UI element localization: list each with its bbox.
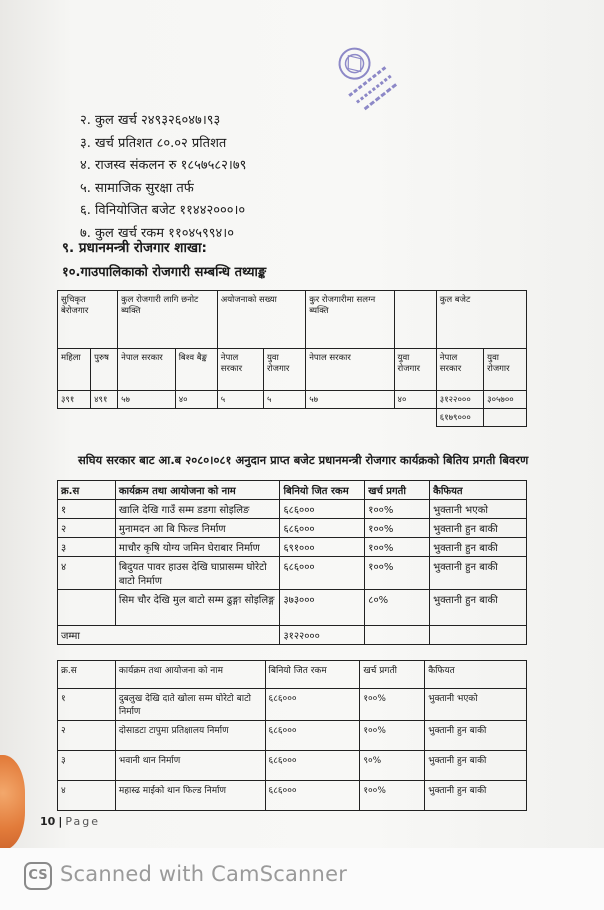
table-header-cell: क्र.स — [58, 661, 116, 689]
table-header-cell: कैफियत — [430, 481, 527, 500]
table-header-cell: बिनियो जित रकम — [280, 481, 365, 500]
page-number: 10 — [40, 815, 56, 828]
table-subheader-cell: नेपाल सरकार — [436, 349, 483, 391]
table-cell: ३१२२००० — [436, 391, 483, 409]
table-header-cell: क्र.स — [58, 481, 116, 500]
table-cell: ४० — [394, 391, 436, 409]
table-header-cell: खर्च प्रगती — [365, 481, 430, 500]
table-row: २ दोसाडटा टापुमा प्रतिक्षालय निर्माण ६८६००० १००% भुक्तानी हुन बाकी — [58, 721, 527, 751]
table-row: १ खालि देखि गाउँ सम्म डडगा सोइलिङ ६८६००० १००% भुक्तानी भएको — [58, 500, 527, 519]
table-cell: ४० — [175, 391, 217, 409]
table-header-cell: कार्यक्रम तथा आयोजना को नाम — [115, 661, 265, 689]
federal-grant-progress-table — [57, 480, 527, 645]
table-subheader-cell: युवा रोजगार — [394, 349, 436, 391]
table-header-cell: अयोजनाको सख्या — [217, 291, 305, 349]
project-progress-table — [57, 660, 527, 811]
table-subheader-cell: नेपाल सरकार — [118, 349, 176, 391]
table-row: ४ महास्ढ माईको थान फिल्ड निर्माण ६८६००० १००% भुक्तानी हुन बाकी — [58, 781, 527, 811]
list-item: ५. सामाजिक सुरक्षा तर्फ — [80, 180, 194, 196]
table-cell: ५७ — [306, 391, 394, 409]
employment-stats-table — [57, 290, 527, 427]
table-total-row: जम्मा ३१२२००० — [58, 626, 527, 645]
table-cell: ४९१ — [91, 391, 118, 409]
table-cell: ३०५७०० — [484, 391, 527, 409]
table-cell: ५ — [217, 391, 263, 409]
table-cell: ५ — [263, 391, 305, 409]
camscanner-logo-icon: CS — [24, 862, 52, 890]
table-header-cell: कुल बजेट — [436, 291, 526, 349]
table-subheader-cell: पुरुष — [91, 349, 118, 391]
section-heading-stats: १०.गाउपालिकाको रोजगारी सम्बन्धि तथ्याङ्क — [62, 265, 267, 280]
budget-total-cell: ६१७९००० — [436, 409, 483, 427]
section-heading-employment: ९. प्रधानमन्त्री रोजगार शाखा: — [62, 240, 207, 256]
summary-list — [80, 110, 246, 245]
table-cell: ५७ — [118, 391, 176, 409]
table-header-cell: कार्यक्रम तथा आयोजना को नाम — [115, 481, 280, 500]
table-subheader-cell: महिला — [58, 349, 91, 391]
table-header-cell: कैफियत — [425, 661, 527, 689]
progress-report-heading: सघिय सरकार बाट आ.ब २०८०।०८१ अनुदान प्राप्त बजेट प्रधानमन्त्री रोजगार कार्यक्रको बितिय प्रगती बिवरण — [78, 453, 529, 467]
table-row: सिम चौर देखि मुल बाटो सम्म ढुङ्गा सोइलिङ्ग ३७३००० ८०% भुक्तानी हुन बाकी — [58, 590, 527, 626]
table-cell: ३९१ — [58, 391, 91, 409]
table-subheader-cell: युवा रोजगार — [263, 349, 305, 391]
office-seal-stamp — [317, 28, 412, 126]
table-row: ४ बिदुयत पावर हाउस देखि घाप्रासम्म घोरेटो बाटो निर्माण ६८६००० १००% भुक्तानी हुन बाकी — [58, 557, 527, 590]
table-row: १ दुबलुख देखि दाते खोला सम्म घोरेटो बाटो निर्माण ६८६००० १००% भुक्तानी भएको — [58, 689, 527, 721]
table-row: २ मुनामदन आ बि फिल्ड निर्माण ६८६००० १००% भुक्तानी हुन बाकी — [58, 519, 527, 538]
table-header-cell: सुचिकृत बेरोजगार — [58, 291, 118, 349]
page-word: Page — [65, 815, 100, 828]
list-item: ६. विनियोजित बजेट ११४४२०००।० — [80, 203, 246, 218]
table-header-cell: कुर रोजगारीमा सलग्न ब्यक्ति — [306, 291, 394, 349]
list-item: ७. कुल खर्च रकम ११०४५९९४।० — [80, 225, 234, 241]
list-item: ३. खर्च प्रतिशत ८०.०२ प्रतिशत — [80, 135, 227, 151]
table-subheader-cell: बिश्व बैङ्क — [175, 349, 217, 391]
scanner-thumb-photo — [0, 755, 25, 850]
table-row: ३ भवानी थान निर्माण ६८६००० ९०% भुक्तानी हुन बाकी — [58, 751, 527, 781]
table-subheader-cell: नेपाल सरकार — [306, 349, 394, 391]
table-row: ३ माचौर कृषि योग्य जमिन घेराबार निर्माण ६९१००० १००% भुक्तानी हुन बाकी — [58, 538, 527, 557]
list-item: ४. राजस्व संकलन रु १८५७५८२।७९ — [80, 158, 247, 173]
table-header-cell: बिनियो जित रकम — [265, 661, 360, 689]
table-subheader-cell: नेपाल सरकार — [217, 349, 263, 391]
page-footer: 10 | Page — [40, 815, 100, 828]
table-header-cell: खर्च प्रगती — [360, 661, 425, 689]
list-item: २. कुल खर्च २४९३२६०४७।९३ — [80, 113, 221, 128]
scanner-watermark-text: Scanned with CamScanner — [60, 862, 348, 886]
table-header-cell: कुल रोजगारी लागि छनोट ब्यक्ति — [118, 291, 218, 349]
table-subheader-cell: युवा रोजगार — [484, 349, 527, 391]
table-header-cell — [394, 291, 436, 349]
